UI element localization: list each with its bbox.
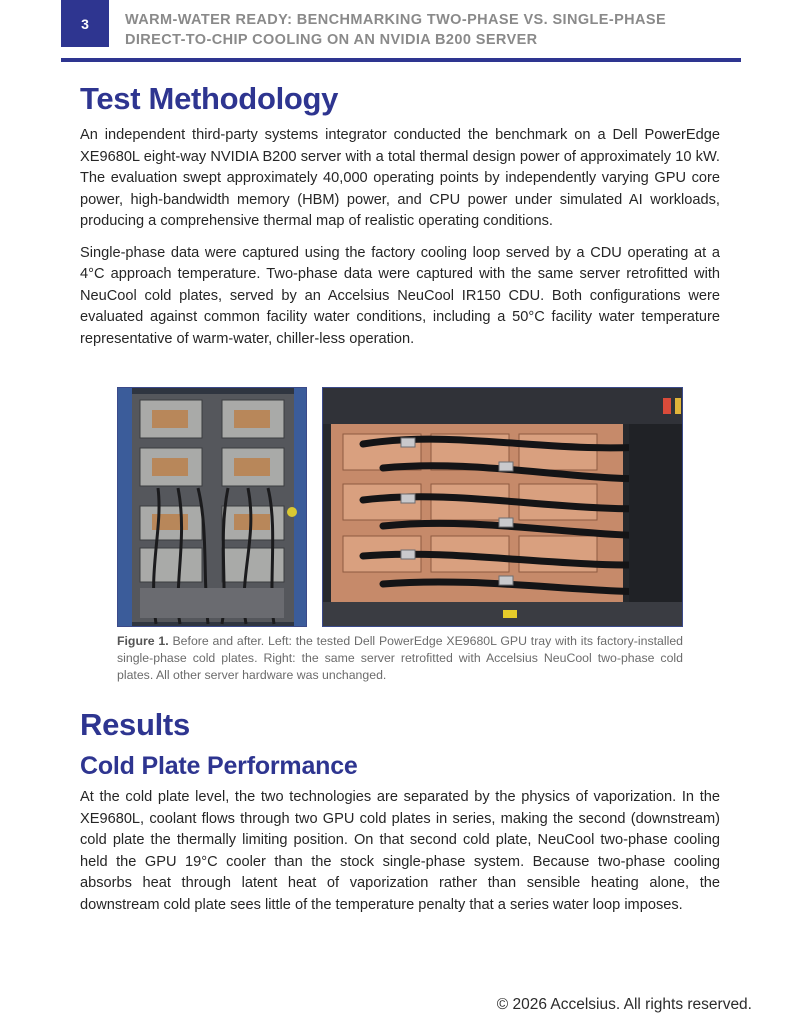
running-title-line-1: WARM-WATER READY: BENCHMARKING TWO-PHASE VS. SINGLE-PHASE: [125, 12, 667, 28]
methodology-heading: Test Methodology: [80, 81, 339, 116]
running-header: [125, 10, 745, 50]
figure-caption: [117, 633, 683, 684]
results-paragraph: At the cold plate level, the two technologies are separated by the physics of vaporization. In the XE9680L, coolant flows through two GPU cold plates in series, making the second (downstream) cold plate the thermally limiting position. On that second cold plate, NeuCool two-phase cooling held the GPU 19°C cooler than the stock single-phase system. Because two-phase cooling absorbs heat through latent heat of vaporization rather than sensible heating alone, the downstream cold plate sees little of the temperature penalty that a series water loop imposes.: [80, 789, 720, 913]
header-divider: [61, 58, 741, 62]
methodology-paragraph-1: An independent third-party systems integrator conducted the benchmark on a Dell PowerEdge XE9680L eight-way NVIDIA B200 server with a total thermal design power of approximately 10 kW. The evaluation swept approximately 40,000 operating points by independently varying GPU core power, high-bandwidth memory (HBM) power, and CPU power under simulated AI workloads, producing a comprehensive thermal map of realistic operating conditions.: [80, 127, 720, 229]
running-title-line-2: DIRECT-TO-CHIP COOLING ON AN NVIDIA B200 SERVER: [125, 32, 538, 48]
two-phase-retrofit-photo: [322, 387, 683, 627]
single-phase-tray-photo: [117, 387, 307, 627]
results-section: [80, 704, 720, 916]
methodology-section: [80, 78, 720, 350]
copyright-footer: © 2026 Accelsius. All rights reserved.: [496, 996, 752, 1013]
page-number: 3: [81, 15, 89, 32]
page-number-badge: [61, 0, 109, 47]
cold-plate-performance-heading: Cold Plate Performance: [80, 752, 358, 780]
results-heading: Results: [80, 707, 190, 742]
methodology-paragraph-2: Single-phase data were captured using the factory cooling loop served by a CDU operating at a 4°C approach temperature. Two-phase data were captured with the same server retrofitted with NeuCool cold plates, served by an Accelsius NeuCool IR150 CDU. Both configurations were evaluated against common facility water conditions, including a 50°C facility water temperature representative of warm-water, chiller-less operation.: [80, 244, 720, 347]
figure-label: Figure 1.: [117, 634, 169, 648]
figure-caption-text: Before and after. Left: the tested Dell PowerEdge XE9680L GPU tray with its factory-installed single-phase cold plates. Right: the same server retrofitted with Accelsius NeuCool two-phase cold plates. All other server hardware was unchanged.: [117, 634, 684, 682]
